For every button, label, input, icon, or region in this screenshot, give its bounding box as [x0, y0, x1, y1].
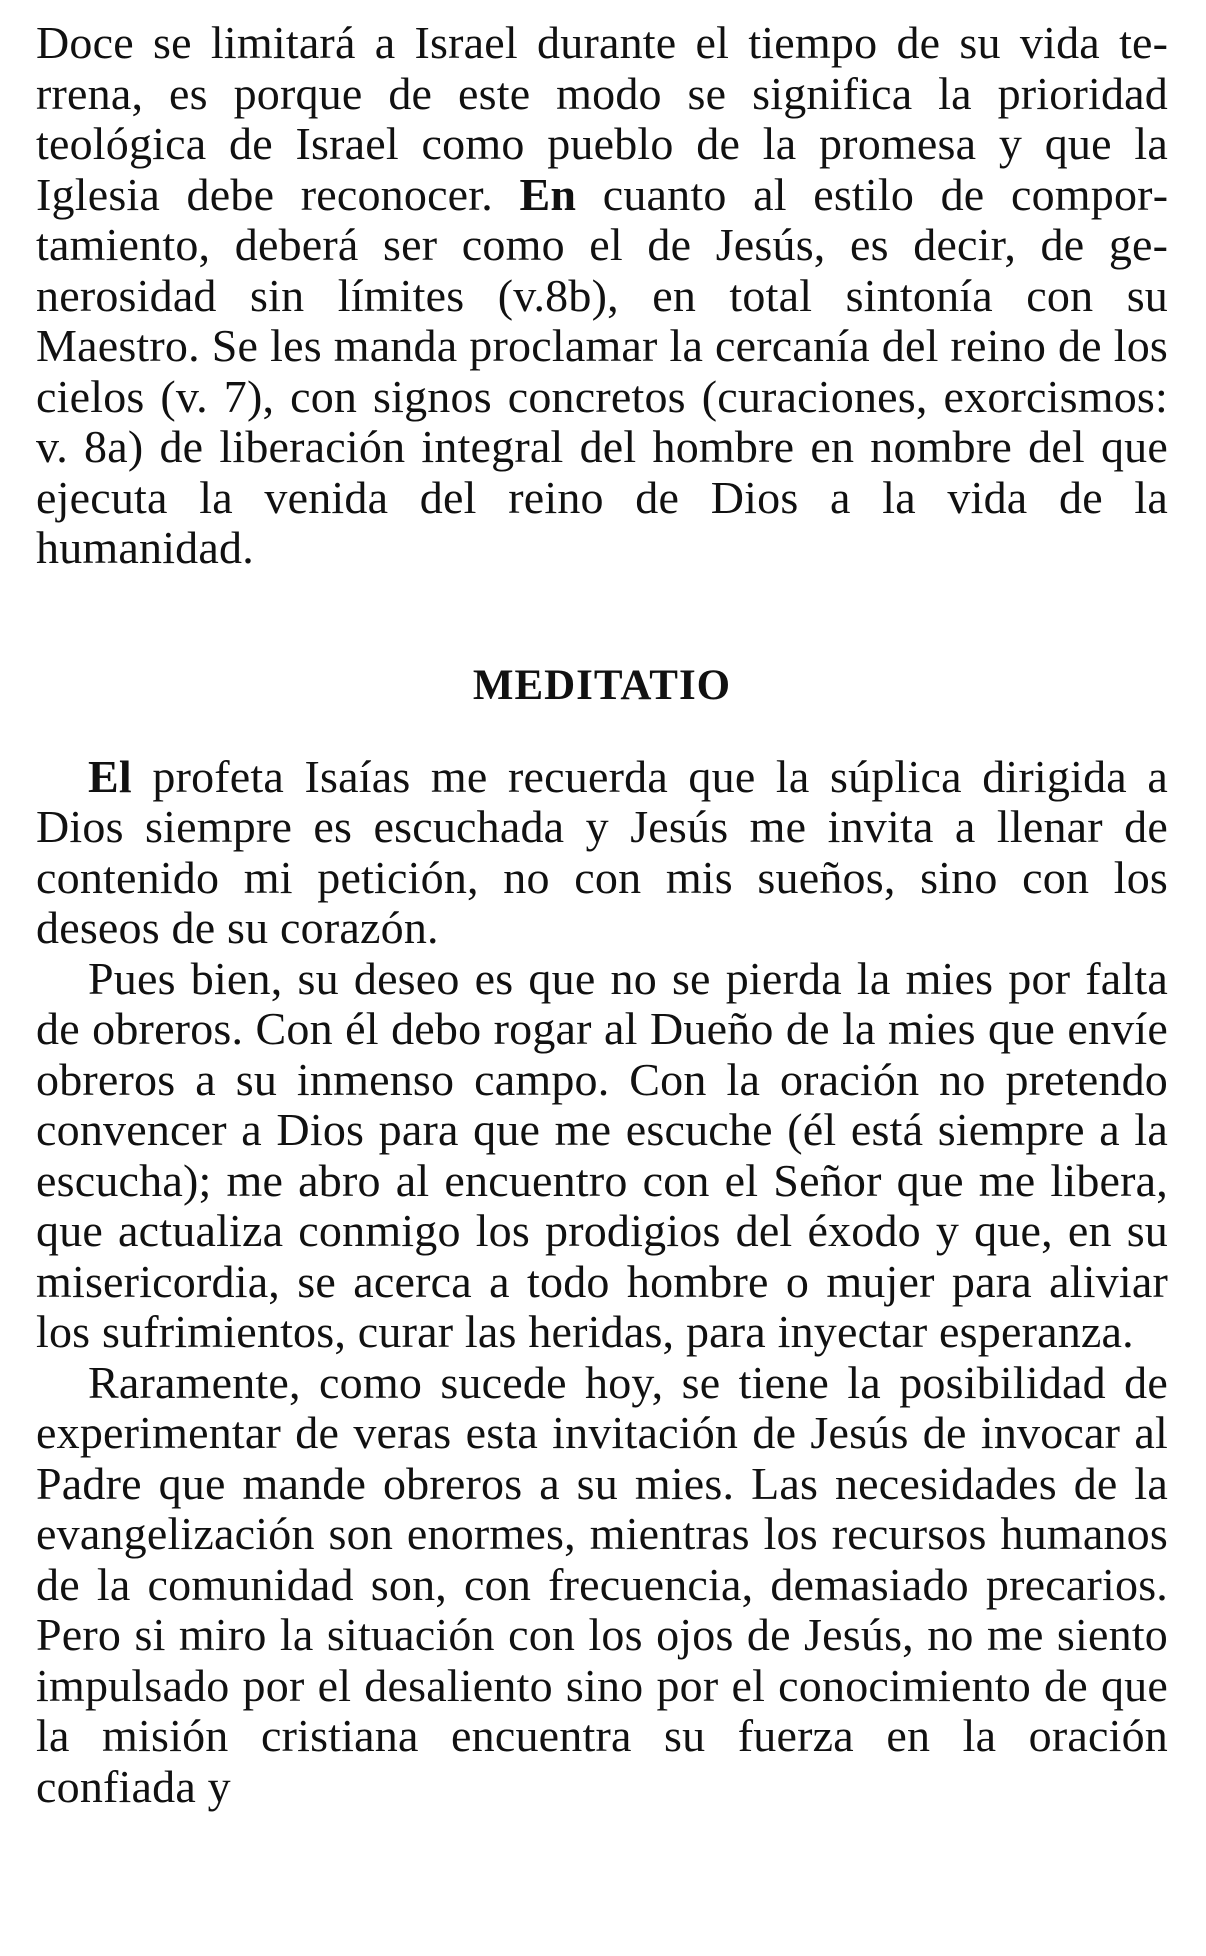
meditatio-paragraph-2: Pues bien, su deseo es que no se pierda la mies por falta de obreros. Con él debo rogar al Dueño de la mies que envíe obreros a su inmenso campo. Con la oración no pretendo convencer a Dios para que me escuche (él está siempre a la escucha); me abro al encuentro con el Señor que me libera, que actualiza conmigo los prodigios del éxodo y que, en su misericordia, se acerca a todo hombre o mujer para aliviar los sufrimientos, curar las heridas, para inyectar esperanza. — [36, 952, 1168, 1357]
meditatio-paragraph-1-text: profeta Isaías me recuerda que la súplica dirigida a Dios siempre es escuchada y Jesús me invita a llenar de contenido mi petición, no con mis sueños, sino con los deseos de su corazón. — [36, 750, 1168, 953]
intro-paragraph — [36, 18, 1168, 574]
meditatio-paragraph-1 — [36, 752, 1168, 954]
meditatio-paragraph-3: Raramente, como sucede hoy, se tiene la posibilidad de experimentar de veras esta invitación de Jesús de invocar al Padre que mande obreros a su mies. Las necesidades de la evangelización son enormes, mientras los recursos humanos de la comunidad son, con frecuencia, demasiado precarios. Pero si miro la situación con los ojos de Jesús, no me siento impulsado por el desaliento sino por el conocimiento de que la misión cristiana encuentra su fuerza en la oración confiada y — [36, 1356, 1168, 1812]
section-heading: MEDITATIO — [472, 661, 732, 709]
intro-bold-word: En — [519, 168, 577, 220]
intro-text-before: Doce se limitará a Israel durante el tiempo de su vida terrena, es porque de este modo se significa la prioridad teológica de Israel como pueblo de la promesa y que la Iglesia debe reconocer. — [36, 17, 1168, 220]
meditatio-bold-word: El — [88, 750, 132, 802]
page-body — [36, 18, 1168, 1812]
intro-text-after: cuanto al estilo de comportamiento, deberá ser como el de Jesús, es decir, de generosidad sin límites (v.8b), en total sintonía con su Maestro. Se les manda proclamar la cercanía del reino de los cielos (v. 7), con signos concretos (curaciones, exorcismos: v. 8a) de liberación integral del hombre en nombre del que ejecuta la venida del reino de Dios a la vida de la humanidad. — [36, 168, 1169, 573]
